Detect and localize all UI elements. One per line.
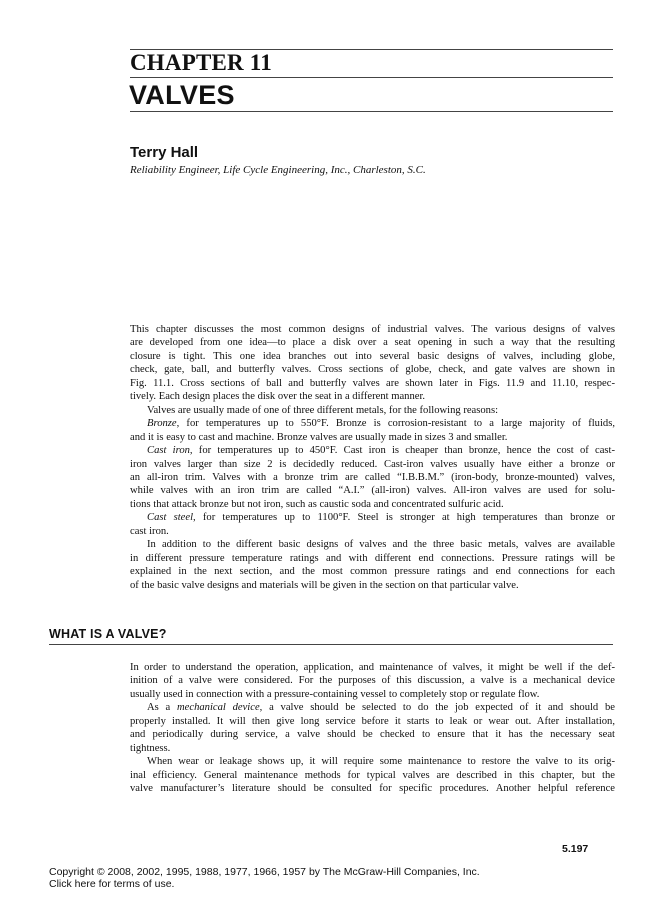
body-line: Fig. 11.1. Cross sections of ball and butterfly valves are shown later in Figs. 11.9 and 11.10, respec-	[130, 377, 615, 389]
body-line: Cast steel, for temperatures up to 1100°F. Steel is stronger at high temperatures than bronze or	[147, 512, 615, 524]
body-line: inal efficiency. General maintenance methods for typical valves are described in this chapter, but the	[130, 769, 615, 781]
body-line: check, gate, ball, and butterfly valves. Cross sections of globe, check, and gate valves are shown in	[130, 364, 615, 376]
body-line: usually used in connection with a pressure-containing vessel to completely stop or regulate flow.	[130, 688, 540, 700]
body-line: tively. Each design places the disk over the seat in a different manner.	[130, 391, 426, 403]
body-line: This chapter discusses the most common designs of industrial valves. The various designs of valves	[130, 324, 615, 335]
body-line: are developed from one idea—to place a disk over a seat opening in such a way that the resulting	[130, 337, 615, 349]
chapter-title: VALVES	[129, 80, 235, 110]
copyright-notice: Copyright © 2008, 2002, 1995, 1988, 1977, 1966, 1957 by The McGraw-Hill Companies, Inc.	[49, 866, 480, 878]
page-number: 5.197	[562, 843, 589, 855]
bronze-term: Bronze,	[147, 418, 180, 430]
body-line: and it is easy to cast and machine. Bronze valves are usually made in sizes 3 and smaller.	[130, 431, 508, 443]
author-name: Terry Hall	[130, 144, 199, 161]
section-body	[130, 661, 615, 796]
body-line: in different pressure temperature ratings and with different end connections. Pressure ratings will be	[130, 552, 615, 564]
body-line: of the basic valve designs and materials will be given in the section on that particular valve.	[130, 579, 519, 591]
intro-body	[130, 323, 615, 592]
body-line: tightness.	[130, 742, 171, 754]
body-line: an all-iron trim. Valves with a bronze trim are called “I.B.B.M.” (iron-body, bronze-mounted) valves,	[130, 471, 615, 483]
cast-steel-term: Cast steel,	[147, 512, 196, 524]
body-line: properly installed. It will then give long service before it starts to leak or wear out. After installation,	[130, 715, 615, 727]
body-line: inition of a valve were considered. For the purposes of this discussion, a valve is a mechanical device	[130, 675, 615, 687]
body-line: while valves with an iron trim are called “A.I.” (all-iron) valves. All-iron valves are used for solu-	[130, 485, 615, 497]
body-line: explained in the next section, and the most common pressure ratings and end connections for each	[130, 566, 615, 578]
body-line: tions that attack bronze but not iron, such as caustic soda and concentrated sulfuric acid.	[130, 498, 504, 510]
cast-iron-term: Cast iron,	[147, 445, 193, 457]
mechanical-device-term: mechanical device,	[177, 702, 263, 714]
body-line: iron valves larger than size 2 is decidedly reduced. Cast-iron valves usually have either a bronze or	[130, 458, 615, 470]
header-middle-rule	[130, 77, 613, 78]
body-line: When wear or leakage shows up, it will require some maintenance to restore the valve to its orig-	[147, 756, 615, 768]
section-heading: WHAT IS A VALVE?	[49, 627, 167, 641]
author-affiliation: Reliability Engineer, Life Cycle Engineering, Inc., Charleston, S.C.	[130, 164, 426, 176]
body-line: closure is tight. This one idea branches out into several basic designs of valves, including globe,	[130, 350, 615, 362]
body-line: and periodically during service, a valve should be checked to ensure that it has the necessary seat	[130, 729, 615, 741]
body-line: Cast iron, for temperatures up to 450°F. Cast iron is cheaper than bronze, hence the cost of cast-	[147, 445, 615, 457]
body-line: cast iron.	[130, 525, 169, 537]
header-bottom-rule	[130, 111, 613, 112]
body-line: Bronze, for temperatures up to 550°F. Bronze is corrosion-resistant to a large majority of fluids,	[147, 418, 615, 430]
body-line: In addition to the different basic designs of valves and the three basic metals, valves are available	[147, 539, 615, 551]
body-line: In order to understand the operation, application, and maintenance of valves, it might be well if the def-	[130, 662, 615, 673]
body-line: Valves are usually made of one of three different metals, for the following reasons:	[147, 404, 499, 416]
section-rule	[49, 644, 613, 645]
terms-of-use-link[interactable]: Click here for terms of use.	[49, 878, 175, 890]
body-line: As a mechanical device, a valve should be selected to do the job expected of it and should be	[147, 702, 615, 714]
body-line: valve manufacturer’s literature should be consulted for specific procedures. Another helpful reference	[130, 783, 615, 795]
chapter-label: CHAPTER 11	[130, 50, 272, 75]
